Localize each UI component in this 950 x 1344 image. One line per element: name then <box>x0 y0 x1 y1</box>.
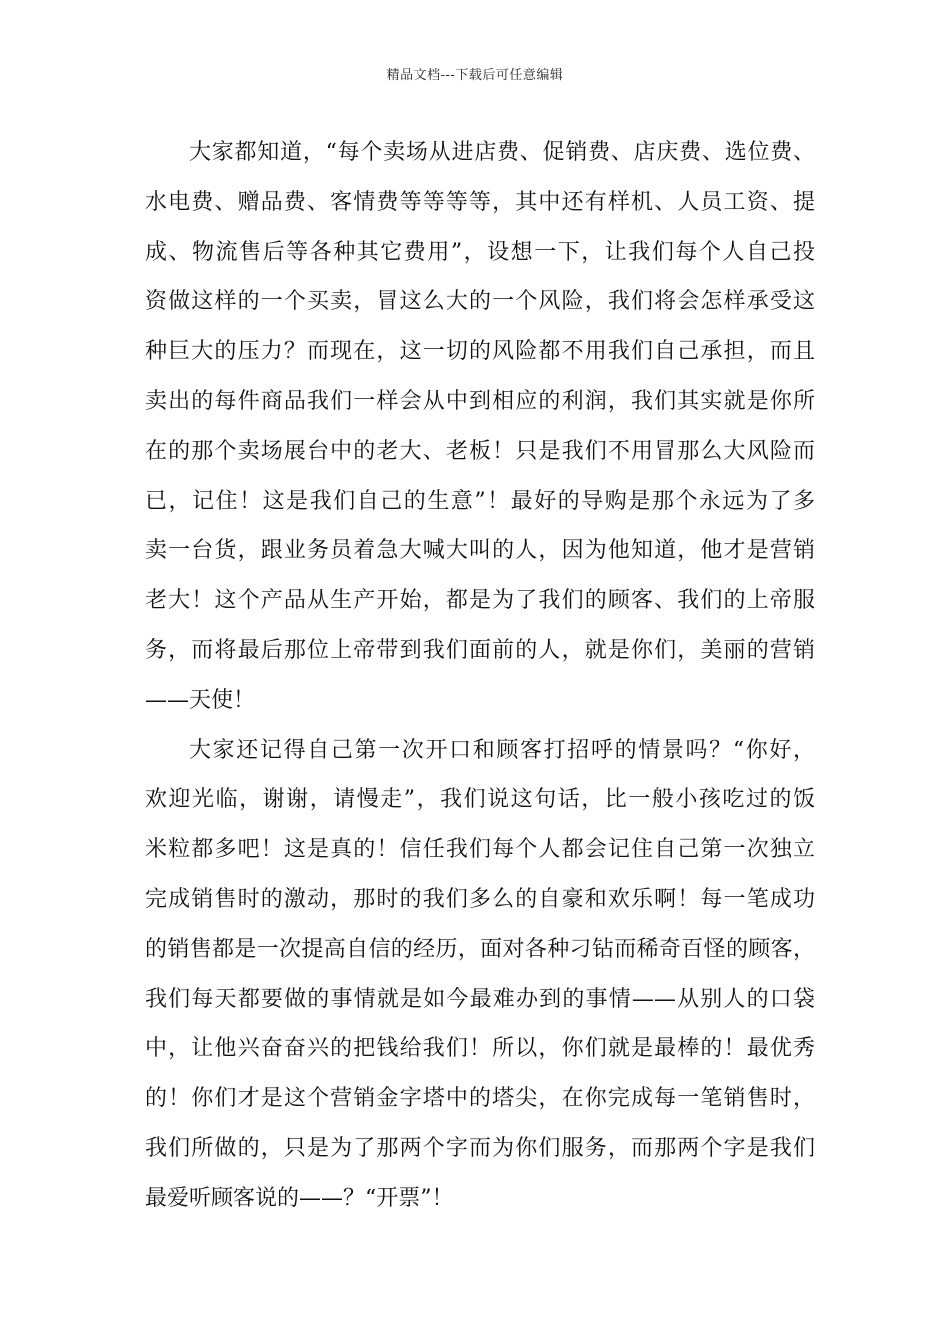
text-line: 大家还记得自己第一次开口和顾客打招呼的情景吗？“你好， <box>189 737 815 763</box>
text-line: 我们所做的，只是为了那两个字而为你们服务，而那两个字是我们 <box>145 1135 815 1161</box>
text-line: 米粒都多吧！这是真的！信任我们每个人都会记住自己第一次独立 <box>145 837 815 863</box>
text-line: 最爱听顾客说的——？“开票”！ <box>145 1185 454 1211</box>
text-line: 卖一台货，跟业务员着急大喊大叫的人，因为他知道，他才是营销 <box>145 538 815 564</box>
text-line: 成、物流售后等各种其它费用”，设想一下，让我们每个人自己投 <box>145 239 815 265</box>
text-line: 大家都知道，“每个卖场从进店费、促销费、店庆费、选位费、 <box>189 140 815 165</box>
text-line: 种巨大的压力？而现在，这一切的风险都不用我们自己承担，而且 <box>145 339 815 365</box>
text-line: 在的那个卖场展台中的老大、老板！只是我们不用冒那么大风险而 <box>145 438 815 464</box>
paragraph-1 <box>145 128 815 726</box>
text-line: 中，让他兴奋奋兴的把钱给我们！所以，你们就是最棒的！最优秀 <box>145 1036 815 1062</box>
text-line: 水电费、赠品费、客情费等等等等，其中还有样机、人员工资、提 <box>145 189 815 215</box>
text-line: 的销售都是一次提高自信的经历，面对各种刁钻而稀奇百怪的顾客， <box>145 936 815 962</box>
text-line: 务，而将最后那位上帝带到我们面前的人，就是你们，美丽的营销 <box>145 637 815 663</box>
text-line: 的！你们才是这个营销金字塔中的塔尖，在你完成每一笔销售时， <box>145 1086 815 1112</box>
page-header: 精品文档---下载后可任意编辑 <box>386 68 564 83</box>
text-line: 资做这样的一个买卖，冒这么大的一个风险，我们将会怎样承受这 <box>145 289 815 315</box>
text-line: 老大！这个产品从生产开始，都是为了我们的顾客、我们的上帝服 <box>145 588 815 614</box>
text-line: 完成销售时的激动，那时的我们多么的自豪和欢乐啊！每一笔成功 <box>145 886 815 912</box>
text-line: 已，记住！这是我们自己的生意”！最好的导购是那个永远为了多 <box>145 488 815 514</box>
paragraph-2 <box>145 726 815 1224</box>
text-line: 我们每天都要做的事情就是如今最难办到的事情——从别人的口袋 <box>145 986 815 1012</box>
text-line: 欢迎光临，谢谢，请慢走”，我们说这句话，比一般小孩吃过的饭 <box>145 787 815 813</box>
text-line: ——天使！ <box>145 687 256 713</box>
document-body <box>145 128 815 1224</box>
text-line: 卖出的每件商品我们一样会从中到相应的利润，我们其实就是你所 <box>145 388 815 414</box>
